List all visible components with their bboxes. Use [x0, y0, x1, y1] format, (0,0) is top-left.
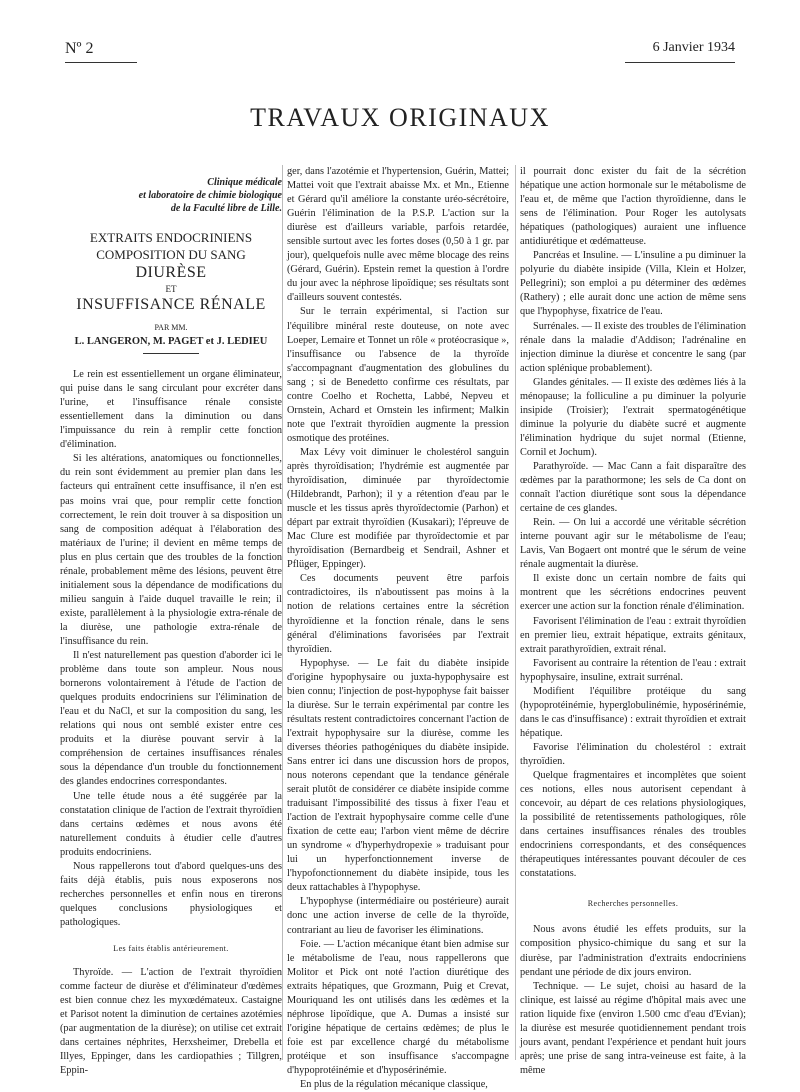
issue-date: 6 Janvier 1934 [652, 40, 735, 55]
body-paragraph: Sur le terrain expérimental, si l'action sur l'équilibre minéral reste douteuse, on note avec Loeper, Lemaire et Tonnet un rôle « protéocrasique », l'insuffisance ou l'absence de la thyroïde s'accompagnant d'augmentation des globulines du sang ; si de Benedetto confirme ces résultats, par contre Coelho et Rochetta, Labbé, Nepveu et Ornstein, Achard et Ornstein les infirment; Malkin note que l'extrait thyroïdien augmente la pression osmotique des protéines. [287, 306, 509, 444]
body-paragraph: L'hypophyse (intermédiaire ou postérieure) aurait donc une action inverse de celle de la thyroïde, contrariant au lieu de favoriser les éliminations. [287, 896, 509, 936]
affiliation-line: de la Faculté libre de Lille. [170, 203, 282, 214]
body-paragraph: Il n'est naturellement pas question d'aborder ici le problème dans toute son ampleur. Nous nous bornerons volontairement à l'étude de l'action de quelques produits endocriniens sur l'élimination de l'eau et du NaCl, et sur la composition du sang, les relations qui nous ont semblé exister entre ces produits et la diurèse pouvant servir à la compréhension de certaines insuffisances rénales sous la dépendance d'un trouble du fonctionnement des glandes endocrines correspondantes. [60, 650, 282, 788]
section-heading: Les faits établis antérieurement. [113, 943, 229, 953]
column-2 [287, 165, 509, 1092]
body-paragraph: Ces documents peuvent être parfois contradictoires, ils n'aboutissent pas moins à la notion de relations certaines entre la sécrétion thyroïdienne et la fonction rénale, dans le sens général d'éliminations favorisées par l'extrait thyroïdien. [287, 573, 509, 655]
title-rule [143, 353, 199, 354]
body-paragraph: Thyroïde. — L'action de l'extrait thyroïdien comme facteur de diurèse et d'éliminateur d'œdèmes est bien connue chez les myxœdémateux. Castaigne et Parisot notent la diminution de certaines azotémies (par augmentation de la diurèse); on utilise cet extrait dans certaines néphrites, Herxsheimer, Drebella et Illyes, Eppinger, dans les cardiopathies ; Tillgren, Eppin- [60, 967, 282, 1077]
body-paragraph: Parathyroïde. — Mac Cann a fait disparaître des œdèmes par la parathormone; les sels de Ca dont on connaît l'action diurétique sont sous la dépendance certaine de ces glandes. [520, 460, 746, 515]
affiliation-line: et laboratoire de chimie biologique [138, 190, 282, 201]
header-rule-right [625, 62, 735, 63]
body-paragraph: En plus de la régulation mécanique classique, [300, 1079, 488, 1091]
body-paragraph: Nous avons étudié les effets produits, sur la composition physico-chimique du sang et sur la diurèse, par l'administration d'extraits endocriniens pendant une période de dix jours environ. [520, 924, 746, 978]
body-paragraph: Rein. — On lui a accordé une véritable sécrétion interne pouvant agir sur le métabolisme de l'eau; Lavis, Van Bogaert ont montré que le sérum de veine rénale augmentait la diurèse. [520, 517, 746, 571]
article-title-line: DIURÈSE [135, 264, 207, 281]
body-paragraph: Le rein est essentiellement un organe éliminateur, qui puise dans le sang circulant pour excréter dans l'urine, et l'insuffisance rénale consiste essentiellement dans la diminution ou dans l'impuissance du rein à remplir cette fonction d'élimination. [60, 369, 282, 451]
affiliation [60, 176, 282, 215]
body-paragraph: Quelque fragmentaires et incomplètes que soient ces notions, elles nous autorisent cependant à concevoir, au départ de ces relations physiologiques, la possibilité de retentissements pathologiques, rôle dans certaines insuffisances rénales des troubles endocriniens correspondants, et des conséquences thérapeutiques intéressantes pouvant découler de ces constatations. [520, 770, 746, 880]
body-paragraph: Max Lévy voit diminuer le cholestérol sanguin après thyroïdisation; l'hydrémie est augmentée par thyroïdisation, diminuée par thyroïdectomie (Hildebrandt, Parhon); il y a rétention d'eau par le muscle et les tissus après thyroïdectomie (Parhon) et départ par extrait thyroïdien (Kusakari); l'épreuve de Mac Clure est modifiée par thyroïdectomie et par thyroïdisation (Bernardbeig et Sendrail, Ashner et Pflüger, Eppinger). [287, 446, 509, 571]
body-paragraph: Si les altérations, anatomiques ou fonctionnelles, du rein sont évidemment au premier plan dans les facteurs qui entraînent cette insuffisance, il n'en est pas moins vrai que, pour remplir cette fonction correctement, le rein doit trouver à sa disposition un sang de composition adéquat à l'élaboration des matériaux de l'urine; il devient en même temps de plus en plus certain que des troubles de la fonction rénale, probablement même des lésions, peuvent être initialement sous la dépendance de modifications du milieu sanguin à l'aide duquel travaille le rein; il existe, parallèlement à la physiologie extra-rénale de la diurèse, une pathologie extra-rénale de l'insuffisance du rein. [60, 453, 282, 647]
body-paragraph: Il existe donc un certain nombre de faits qui montrent que les sécrétions endocrines peuvent exercer une action sur la fonction rénale d'élimination. [520, 573, 746, 613]
article-title-line: COMPOSITION DU SANG [96, 247, 246, 262]
header-rule-left [65, 62, 137, 63]
page-header [65, 40, 735, 70]
article-title-line: ET [165, 284, 177, 294]
body-paragraph: Pancréas et Insuline. — L'insuline a pu diminuer la polyurie du diabète insipide (Villa, Klein et Holzer, Pellegrini); son emploi a pu déterminer des œdèmes (Rathery) ; elle aurait donc une action de même sens que l'hypophyse, fixatrice de l'eau. [520, 250, 746, 318]
section-heading: Recherches personnelles. [587, 899, 679, 909]
body-paragraph: il pourrait donc exister du fait de la sécrétion hépatique une action hormonale sur le métabolisme de l'eau et, de même que l'action thyroïdienne, dans le sens de l'élimination. Pour Roger les autolysats hépatiques (pathologiques) auraient une influence antidiurétique et œdématteuse. [520, 166, 746, 248]
body-paragraph: Une telle étude nous a été suggérée par la constatation clinique de l'action de l'extrait thyroïdien dans certains œdèmes et nous avons été naturellement conduits à étudier celle d'autres produits endocriniens. [60, 790, 282, 858]
body-paragraph: Surrénales. — Il existe des troubles de l'élimination rénale dans la maladie d'Addison; l'adrénaline en injection diminue la diurèse et concentre le sang (par action splénique probablement). [520, 320, 746, 374]
column-divider [282, 165, 283, 1060]
body-paragraph: ger, dans l'azotémie et l'hypertension, Guérin, Mattei; Mattei voit que l'extrait abaisse Mx. et Mn., Etienne et Gérard qu'il améliore la constante uréo-sécrétoire, Guérin l'élimination de la P.S.P. L'action sur la diurèse est d'ailleurs variable, parfois retardée, sensible surtout avec les fortes doses (0,50 à 1 gr. par jour), quelquefois nulle avec même blocage des reins (Gérard, Guérin). Epstein remet la question à l'ordre du jour avec la néphrose lipoïdique; ses résultats sont d'ailleurs souvent contestés. [287, 166, 509, 304]
authors: L. LANGERON, M. PAGET et J. LEDIEU [74, 336, 268, 348]
column-1 [60, 176, 282, 1078]
page-title: TRAVAUX ORIGINAUX [250, 103, 550, 132]
issue-number: Nº 2 [65, 40, 94, 57]
affiliation-line: Clinique médicale [207, 177, 282, 188]
body-paragraph: Nous rappellerons tout d'abord quelques-uns des faits déjà établis, puis nous exposerons nos recherches personnelles et enfin nous en tirerons quelques conclusions physiologiques et pathologiques. [60, 860, 282, 928]
body-paragraph: Hypophyse. — Le fait du diabète insipide d'origine hypophysaire ou juxta-hypophysaire est bien connu; l'injection de post-hypophyse fait baisser la diurèse. Sur le terrain expérimental par contre les résultats restent contradictoires concernant l'action de l'extrait hypophysaire sur la diurèse, comme les diverses théories pathogéniques du diabète insipide. Sans entrer ici dans une discussion hors de propos, nous noterons cependant que la tendance générale serait plutôt de considérer ce diabète insipide comme traduisant l'impossibilité des tissus à fixer l'eau et l'action de l'extrait hypophysaire comme celle d'une fixation de cette eau; l'arbon vient même de décrire un syndrome « d'hyperhydropexie » traduisant pour lui un hyperfonctionnement inverse de l'hypofonctionnement du diabète insipide, tous les deux rattachables à l'hypophyse. [287, 657, 509, 894]
body-paragraph: Favorisent au contraire la rétention de l'eau : extrait hypophysaire, insuline, extrait surrénal. [520, 657, 746, 683]
body-paragraph: Foie. — L'action mécanique étant bien admise sur le métabolisme de l'eau, nous rappellerons que Molitor et Pick ont noté l'action diurétique des extraits hépatiques, que Grozmann, Puig et Crevat, Mouriquand les ont utilisés dans les œdèmes et la néphrose lipoïdique, que A. Dumas a insisté sur l'origine hépatique de certains œdèmes; de plus le foie est par excellence chargé du métabolisme protéique et son insuffisance s'accompagne d'hypoprotéinémie et d'hyposérinémie. [287, 938, 509, 1076]
body-paragraph: Favorise l'élimination du cholestérol : extrait thyroïdien. [520, 741, 746, 767]
body-paragraph: Modifient l'équilibre protéique du sang (hypoprotéinémie, hyperglobulinémie, hyposérinémie, dans le cas d'insuffisance) : extrait thyroïdien et extrait hépatique. [520, 685, 746, 739]
article-title-line: INSUFFISANCE RÉNALE [76, 296, 266, 313]
column-3 [520, 165, 746, 1078]
body-paragraph: Technique. — Le sujet, choisi au hasard de la clinique, est laissé au régime d'hôpital mais avec une ration liquide fixe (environ 1.500 cmc d'eau d'Evian); la diurèse est mesurée quotidiennement pendant trois jours avant, pendant l'expérience et pendant huit jours après; une prise de sang intra-veineuse est faite, à la même [520, 980, 746, 1076]
article-title-line: EXTRAITS ENDOCRINIENS [89, 230, 253, 245]
column-divider [515, 165, 516, 1060]
body-paragraph: Glandes génitales. — Il existe des œdèmes liés à la ménopause; la folliculine a pu diminuer la polyurie insipide (Troisier); l'extrait spermatogénétique diminue la polyurie du diabète sucré et augmente l'élimination hydrique du sujet normal (Etienne, Cornil et Jochum). [520, 376, 746, 458]
byline-prefix: PAR MM. [154, 323, 188, 332]
body-paragraph: Favorisent l'élimination de l'eau : extrait thyroïdien en premier lieu, extrait hépatique, extraits génitaux, extrait parathyroïdien, extrait rénal. [520, 615, 746, 655]
